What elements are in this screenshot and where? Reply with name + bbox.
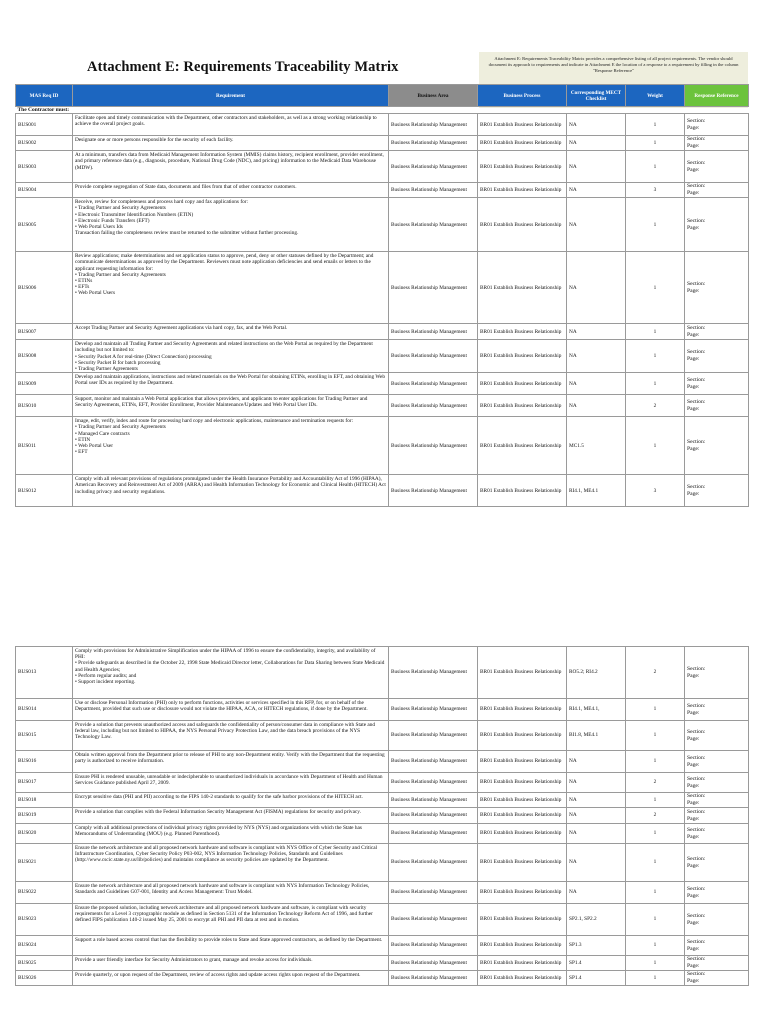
req-id-cell: BUS010	[16, 395, 73, 417]
req-id-cell: BUS012	[16, 475, 73, 507]
req-id-cell: BUS007	[16, 324, 73, 340]
business-process-cell: BR01 Establish Business Relationship	[478, 475, 567, 507]
req-id-cell: BUS017	[16, 773, 73, 793]
mect-checklist-cell: MC1.5	[567, 417, 626, 475]
business-process-cell: BR01 Establish Business Relationship	[478, 324, 567, 340]
business-process-cell: BR01 Establish Business Relationship	[478, 252, 567, 324]
table-row	[16, 751, 749, 773]
weight-cell: 1	[626, 793, 685, 808]
req-id-cell: BUS015	[16, 721, 73, 751]
requirement-cell: Obtain written approval from the Department prior to release of PHI to any non-Department entity. Verify with the Department that the requesting party is authorized to receive information.	[73, 751, 389, 773]
document-page-2	[15, 643, 748, 1024]
business-area-cell: Business Relationship Management	[389, 647, 478, 699]
table-row	[16, 183, 749, 198]
business-process-cell: BR01 Establish Business Relationship	[478, 956, 567, 971]
req-id-cell: BUS004	[16, 183, 73, 198]
response-reference-cell[interactable]: Section: Page:	[685, 773, 749, 793]
business-area-cell: Business Relationship Management	[389, 773, 478, 793]
mect-checklist-cell: NA	[567, 324, 626, 340]
header-requirement: Requirement	[73, 85, 389, 107]
requirement-cell: Ensure the network architecture and all proposed network hardware and software is compliant with NYS Office of Cyber Security and Critical Infrastructure Coordination, Cyber Security Policy P03-002, NYS Information Technology Policies, Standards and Guidelines (http://www.cscic.state.ny.us/lib/policies) and maintains compliance as security policies are updated by the Department.	[73, 844, 389, 882]
business-process-cell: BR01 Establish Business Relationship	[478, 373, 567, 395]
response-reference-cell[interactable]: Section: Page:	[685, 417, 749, 475]
req-id-cell: BUS001	[16, 114, 73, 136]
mect-checklist-cell: NA	[567, 773, 626, 793]
table-row	[16, 971, 749, 986]
business-area-cell: Business Relationship Management	[389, 373, 478, 395]
weight-cell: 2	[626, 395, 685, 417]
weight-cell: 1	[626, 904, 685, 936]
requirement-cell: Use or disclose Personal Information (PHI) only to perform functions, activities or services specified in this RFP, for, or on behalf of the Department, provided that such use or disclosure would not violate the HIPAA, ACA, or HITECH regulations, if done by the Department.	[73, 699, 389, 721]
weight-cell: 3	[626, 183, 685, 198]
response-reference-cell[interactable]: Section: Page:	[685, 114, 749, 136]
business-process-cell: BR01 Establish Business Relationship	[478, 699, 567, 721]
business-area-cell: Business Relationship Management	[389, 936, 478, 956]
requirement-cell: Provide complete segregation of State data, documents and files from that of other contractor customers.	[73, 183, 389, 198]
business-process-cell: BR01 Establish Business Relationship	[478, 198, 567, 252]
mect-checklist-cell: NA	[567, 198, 626, 252]
requirement-cell: Provide a solution that complies with the Federal Information Security Management Act (FISMA) regulations for security and privacy.	[73, 808, 389, 824]
business-area-cell: Business Relationship Management	[389, 252, 478, 324]
table-row	[16, 904, 749, 936]
business-process-cell: BR01 Establish Business Relationship	[478, 114, 567, 136]
business-process-cell: BR01 Establish Business Relationship	[478, 936, 567, 956]
response-reference-cell[interactable]: Section: Page:	[685, 751, 749, 773]
weight-cell: 1	[626, 956, 685, 971]
response-reference-cell[interactable]: Section: Page:	[685, 971, 749, 986]
table-row	[16, 151, 749, 183]
business-process-cell: BR01 Establish Business Relationship	[478, 844, 567, 882]
table-row	[16, 793, 749, 808]
req-id-cell: BUS021	[16, 844, 73, 882]
weight-cell: 1	[626, 699, 685, 721]
mect-checklist-cell: BI1.8, ME4.1	[567, 721, 626, 751]
header-weight: Weight	[626, 85, 685, 107]
requirement-cell: Support, monitor and maintain a Web Portal application that allows providers, and applicants to enter applications for Trading Partner and Security Agreements, ETINs, EFT, Provider Enrollment, Provider Maintenance/Updates and Web Portal User IDs.	[73, 395, 389, 417]
table-header-row	[16, 85, 749, 107]
req-id-cell: BUS013	[16, 647, 73, 699]
req-id-cell: BUS026	[16, 971, 73, 986]
business-area-cell: Business Relationship Management	[389, 751, 478, 773]
business-area-cell: Business Relationship Management	[389, 324, 478, 340]
mect-checklist-cell: NA	[567, 340, 626, 373]
instructions-note: Attachment E: Requirements Traceability Matrix provides a comprehensive listing of all project requirements. The vendor should document its approach to requirements and indicate in Attachment E the location of a response to a requirement by filling in the column "Response Reference"	[479, 52, 748, 108]
weight-cell: 2	[626, 773, 685, 793]
table-row	[16, 324, 749, 340]
table-row	[16, 252, 749, 324]
business-process-cell: BR01 Establish Business Relationship	[478, 904, 567, 936]
business-area-cell: Business Relationship Management	[389, 114, 478, 136]
requirement-cell: Ensure PHI is rendered unusable, unreadable or indecipherable to unauthorized individuals in accordance with Department of Health and Human Services Guidance published April 27, 2009.	[73, 773, 389, 793]
requirement-cell: Review applications; make determinations and set application status to approve, pend, deny or other statuses defined by the Department; and communicate determinations as approved by the Department. Reviewers must note application deficiencies and send emails or letters to the applicant requesting information for: • Trading Partner and Security Agreements • ETINs • EFTs • Web Portal Users	[73, 252, 389, 324]
business-process-cell: BR01 Establish Business Relationship	[478, 882, 567, 904]
weight-cell: 1	[626, 824, 685, 844]
mect-checklist-cell: RO5.2; RI4.2	[567, 647, 626, 699]
weight-cell: 1	[626, 114, 685, 136]
business-area-cell: Business Relationship Management	[389, 699, 478, 721]
business-process-cell: BR01 Establish Business Relationship	[478, 395, 567, 417]
mect-checklist-cell: RI4.1, ME4.1,	[567, 699, 626, 721]
table-row	[16, 773, 749, 793]
response-reference-cell[interactable]: Section: Page:	[685, 721, 749, 751]
table-row	[16, 198, 749, 252]
header-business-area: Business Area	[389, 85, 478, 107]
traceability-table	[15, 84, 749, 507]
req-id-cell: BUS009	[16, 373, 73, 395]
req-id-cell: BUS006	[16, 252, 73, 324]
response-reference-cell[interactable]: Section: Page:	[685, 252, 749, 324]
header-response-reference: Response Reference	[685, 85, 749, 107]
req-id-cell: BUS014	[16, 699, 73, 721]
mect-checklist-cell: NA	[567, 395, 626, 417]
traceability-table-continued	[15, 646, 749, 986]
req-id-cell: BUS022	[16, 882, 73, 904]
mect-checklist-cell: SP1.4	[567, 971, 626, 986]
weight-cell: 1	[626, 751, 685, 773]
requirement-cell: Ensure the proposed solution, including network architecture and all proposed network hardware and software, is compliant with security requirements for a Level 3 cryptographic module as defined in Section 5131 of the Information Technology Reform Act of 1996, and further defined FIPS publication 140-2 issued May 25, 2001 to encrypt all PHI and PII data at rest and in motion.	[73, 904, 389, 936]
weight-cell: 1	[626, 882, 685, 904]
response-reference-cell[interactable]: Section: Page:	[685, 136, 749, 151]
req-id-cell: BUS002	[16, 136, 73, 151]
req-id-cell: BUS018	[16, 793, 73, 808]
business-area-cell: Business Relationship Management	[389, 904, 478, 936]
weight-cell: 1	[626, 198, 685, 252]
table-row	[16, 699, 749, 721]
requirement-cell: Provide quarterly, or upon request of the Department, review of access rights and update access rights upon request of the Department.	[73, 971, 389, 986]
response-reference-cell[interactable]: Section: Page:	[685, 395, 749, 417]
response-reference-cell[interactable]: Section: Page:	[685, 324, 749, 340]
mect-checklist-cell: NA	[567, 793, 626, 808]
response-reference-cell[interactable]: Section: Page:	[685, 183, 749, 198]
requirement-cell: Image, edit, verify, index and route for processing hard copy and electronic applications, maintenance and termination requests for: • Trading Partner and Security Agreements • Managed Care contracts • ETIN • Web Portal User • EFT	[73, 417, 389, 475]
header-req-id: MAS Req ID	[16, 85, 73, 107]
response-reference-cell[interactable]: Section: Page:	[685, 936, 749, 956]
table-row	[16, 475, 749, 507]
requirement-cell: Ensure the network architecture and all proposed network hardware and software is compliant with NYS Information Technology Policies, Standards and Guidelines G07-001, Identity and Access Management: Trust Model.	[73, 882, 389, 904]
mect-checklist-cell: NA	[567, 151, 626, 183]
business-area-cell: Business Relationship Management	[389, 956, 478, 971]
weight-cell: 3	[626, 475, 685, 507]
response-reference-cell[interactable]: Section: Page:	[685, 198, 749, 252]
requirement-cell: Comply with provisions for Administrative Simplification under the HIPAA of 1996 to ensure the confidentiality, integrity, and availability of PHI: • Provide safeguards as described in the October 22, 1998 State Medicaid Director letter, Collaborations for Data Sharing between State Medicaid and Health Agencies; • Perform regular audits; and • Support incident reporting.	[73, 647, 389, 699]
requirement-cell: Accept Trading Partner and Security Agreement applications via hard copy, fax, and the Web Portal.	[73, 324, 389, 340]
requirement-cell: Develop and maintain all Trading Partner and Security Agreements and related instructions on the Web Portal as required by the Department including but not limited to: • Security Packet A for real-time (Direct Connection) processing • Security Packet B for batch processing • Trading Partner Agreements	[73, 340, 389, 373]
requirement-cell: Encrypt sensitive data (PHI and PII) according to the FIPS 140-2 standards to qualify for the safe harbor provisions of the HITECH act.	[73, 793, 389, 808]
business-process-cell: BR01 Establish Business Relationship	[478, 647, 567, 699]
header-business-process: Business Process	[478, 85, 567, 107]
business-area-cell: Business Relationship Management	[389, 824, 478, 844]
business-process-cell: BR01 Establish Business Relationship	[478, 183, 567, 198]
table-row	[16, 647, 749, 699]
business-process-cell: BR01 Establish Business Relationship	[478, 151, 567, 183]
business-area-cell: Business Relationship Management	[389, 793, 478, 808]
document-page-1	[15, 0, 748, 527]
weight-cell: 1	[626, 340, 685, 373]
business-area-cell: Business Relationship Management	[389, 844, 478, 882]
weight-cell: 1	[626, 936, 685, 956]
table-row	[16, 340, 749, 373]
weight-cell: 2	[626, 808, 685, 824]
mect-checklist-cell: SP1.3	[567, 936, 626, 956]
req-id-cell: BUS011	[16, 417, 73, 475]
weight-cell: 1	[626, 971, 685, 986]
table-row	[16, 721, 749, 751]
mect-checklist-cell: NA	[567, 114, 626, 136]
business-area-cell: Business Relationship Management	[389, 340, 478, 373]
table-row	[16, 808, 749, 824]
mect-checklist-cell: RI4.1, ME4.1	[567, 475, 626, 507]
business-area-cell: Business Relationship Management	[389, 183, 478, 198]
response-reference-cell[interactable]: Section: Page:	[685, 808, 749, 824]
weight-cell: 1	[626, 136, 685, 151]
mect-checklist-cell: NA	[567, 824, 626, 844]
req-id-cell: BUS023	[16, 904, 73, 936]
table-row	[16, 114, 749, 136]
table-row	[16, 373, 749, 395]
requirement-cell: Comply with all relevant provisions of regulations promulgated under the Health Insurance Portability and Accountability Act of 1996 (HIPAA), American Recovery and Reinvestment Act of 2009 (ARRA) and Health Information Technology for Economic and Clinical Health (HITECH) Act including privacy and security regulations.	[73, 475, 389, 507]
req-id-cell: BUS005	[16, 198, 73, 252]
business-area-cell: Business Relationship Management	[389, 808, 478, 824]
weight-cell: 1	[626, 417, 685, 475]
requirement-cell: Provide a solution that prevents unauthorized access and safeguards the confidentiality of person/consumer data in compliance with State and federal law, including but not limited to HIPAA, the NYS Personal Privacy Protection Law, and the data breach provisions of the NYS Technology Law.	[73, 721, 389, 751]
weight-cell: 1	[626, 252, 685, 324]
weight-cell: 1	[626, 721, 685, 751]
business-process-cell: BR01 Establish Business Relationship	[478, 340, 567, 373]
business-area-cell: Business Relationship Management	[389, 882, 478, 904]
business-process-cell: BR01 Establish Business Relationship	[478, 971, 567, 986]
business-process-cell: BR01 Establish Business Relationship	[478, 808, 567, 824]
req-id-cell: BUS003	[16, 151, 73, 183]
table-row	[16, 824, 749, 844]
requirement-cell: Facilitate open and timely communication with the Department, other contractors and stakeholders, as well as a strong working relationship to achieve the overall project goals.	[73, 114, 389, 136]
req-id-cell: BUS020	[16, 824, 73, 844]
mect-checklist-cell: NA	[567, 183, 626, 198]
table-row	[16, 417, 749, 475]
response-reference-cell[interactable]: Section: Page:	[685, 904, 749, 936]
mect-checklist-cell: NA	[567, 751, 626, 773]
business-area-cell: Business Relationship Management	[389, 417, 478, 475]
business-process-cell: BR01 Establish Business Relationship	[478, 417, 567, 475]
business-area-cell: Business Relationship Management	[389, 721, 478, 751]
table-row	[16, 844, 749, 882]
subheader-text: The Contractor must:	[16, 107, 749, 114]
requirement-cell: At a minimum, transfers data from Medicaid Management Information System (MMIS) claims history, recipient enrollment, provider enrollment, and primary reference data (e.g., diagnosis, procedure, National Drug Code (NDC), and pricing) information to the Medicaid Data Warehouse (MDW).	[73, 151, 389, 183]
weight-cell: 1	[626, 151, 685, 183]
response-reference-cell[interactable]: Section: Page:	[685, 699, 749, 721]
weight-cell: 1	[626, 844, 685, 882]
response-reference-cell[interactable]: Section: Page:	[685, 844, 749, 882]
response-reference-cell[interactable]: Section: Page:	[685, 373, 749, 395]
requirement-cell: Designate one or more persons responsible for the security of each facility.	[73, 136, 389, 151]
response-reference-cell[interactable]: Section: Page:	[685, 340, 749, 373]
weight-cell: 1	[626, 373, 685, 395]
table-row	[16, 395, 749, 417]
response-reference-cell[interactable]: Section: Page:	[685, 151, 749, 183]
req-id-cell: BUS024	[16, 936, 73, 956]
requirement-cell: Receive, review for completeness and process hard copy and fax applications for: • Trading Partner and Security Agreements • Electronic Transmitter Identification Numbers (ETIN) • Electronic Funds Transfers (EFT) • Web Portal Users Ids Transaction failing the completeness review must be returned to the submitter without further processing.	[73, 198, 389, 252]
req-id-cell: BUS016	[16, 751, 73, 773]
requirement-cell: Provide a user friendly interface for Security Administrators to grant, manage and revoke access for individuals.	[73, 956, 389, 971]
table-row	[16, 956, 749, 971]
weight-cell: 2	[626, 647, 685, 699]
mect-checklist-cell: NA	[567, 373, 626, 395]
mect-checklist-cell: SP1.4	[567, 956, 626, 971]
business-process-cell: BR01 Establish Business Relationship	[478, 721, 567, 751]
business-area-cell: Business Relationship Management	[389, 475, 478, 507]
header-mect-checklist: Corresponding MECT Checklist	[567, 85, 626, 107]
requirement-cell: Develop and maintain applications, instructions and related materials on the Web Portal for obtaining ETINs, enrolling in EFT, and obtaining Web Portal user IDs as required by the Department.	[73, 373, 389, 395]
weight-cell: 1	[626, 324, 685, 340]
response-reference-cell[interactable]: Section: Page:	[685, 475, 749, 507]
table-row	[16, 936, 749, 956]
response-reference-cell[interactable]: Section: Page:	[685, 793, 749, 808]
business-area-cell: Business Relationship Management	[389, 136, 478, 151]
business-area-cell: Business Relationship Management	[389, 395, 478, 417]
response-reference-cell[interactable]: Section: Page:	[685, 882, 749, 904]
response-reference-cell[interactable]: Section: Page:	[685, 647, 749, 699]
mect-checklist-cell: SP2.1, SP2.2	[567, 904, 626, 936]
req-id-cell: BUS025	[16, 956, 73, 971]
business-area-cell: Business Relationship Management	[389, 151, 478, 183]
requirement-cell: Support a role based access control that has the flexibility to provide roles to State and State approved contractors, as defined by the Department.	[73, 936, 389, 956]
mect-checklist-cell: NA	[567, 808, 626, 824]
response-reference-cell[interactable]: Section: Page:	[685, 956, 749, 971]
requirement-cell: Comply with all additional protections of individual privacy rights provided by NYS (NYS) and organizations with which the State has Memorandums of Understanding (MOU) (e.g. Planned Parenthood).	[73, 824, 389, 844]
business-process-cell: BR01 Establish Business Relationship	[478, 773, 567, 793]
table-row	[16, 882, 749, 904]
req-id-cell: BUS008	[16, 340, 73, 373]
business-process-cell: BR01 Establish Business Relationship	[478, 824, 567, 844]
business-process-cell: BR01 Establish Business Relationship	[478, 751, 567, 773]
page-title: Attachment E: Requirements Traceability Matrix	[87, 59, 399, 75]
req-id-cell: BUS019	[16, 808, 73, 824]
table-row	[16, 136, 749, 151]
mect-checklist-cell: NA	[567, 136, 626, 151]
business-process-cell: BR01 Establish Business Relationship	[478, 793, 567, 808]
business-area-cell: Business Relationship Management	[389, 198, 478, 252]
subheader-row	[16, 107, 749, 114]
response-reference-cell[interactable]: Section: Page:	[685, 824, 749, 844]
business-process-cell: BR01 Establish Business Relationship	[478, 136, 567, 151]
mect-checklist-cell: NA	[567, 844, 626, 882]
mect-checklist-cell: NA	[567, 882, 626, 904]
business-area-cell: Business Relationship Management	[389, 971, 478, 986]
mect-checklist-cell: NA	[567, 252, 626, 324]
